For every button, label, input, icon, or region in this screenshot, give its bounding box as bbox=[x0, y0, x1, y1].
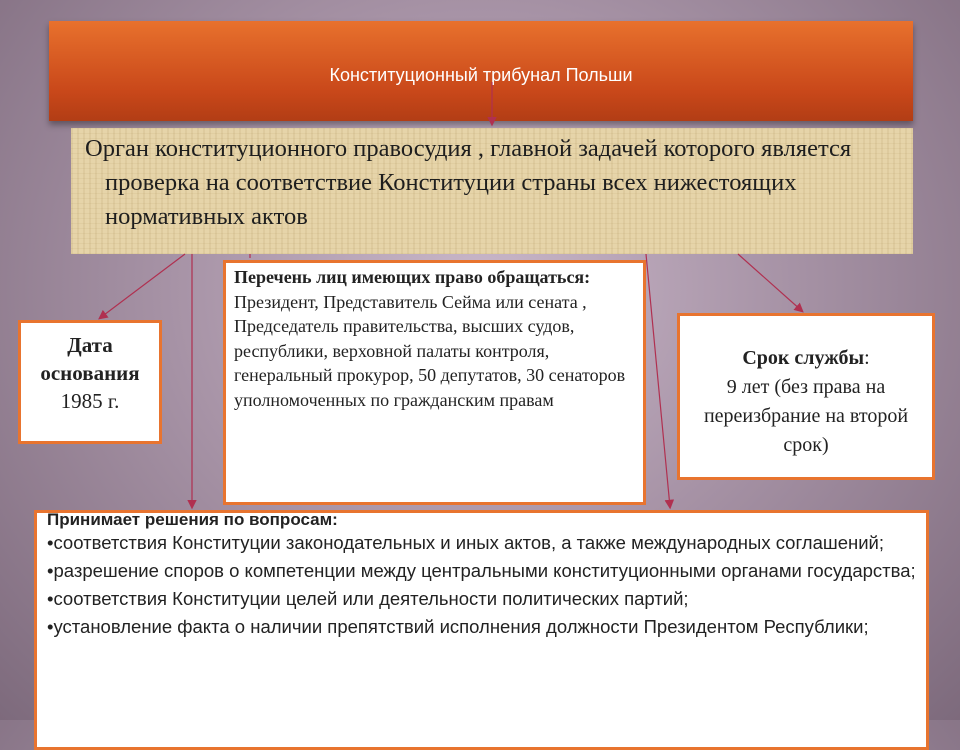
founding-date-value: 1985 г. bbox=[60, 389, 120, 413]
arrow-to-decisions-right bbox=[646, 254, 670, 507]
decisions-box bbox=[34, 510, 929, 750]
founding-date-label: Дата основания bbox=[40, 333, 140, 385]
founding-date-box bbox=[18, 320, 162, 444]
page-title: Конституционный трибунал Польши bbox=[329, 64, 633, 85]
term-box bbox=[677, 313, 935, 480]
term-label: Срок службы bbox=[742, 347, 865, 369]
arrow-to-founding-date bbox=[100, 254, 185, 318]
eligible-persons-header: Перечень лиц имеющих право обращаться: bbox=[234, 267, 591, 287]
eligible-persons-text: Президент, Представитель Сейма или сената , Председатель правительства, высших судов, республики, верховной палаты контроля, генеральный прокурор, 50 депутатов, 30 сенаторов уполномоченных по гражданским правам bbox=[234, 291, 626, 410]
eligible-persons-box bbox=[223, 260, 646, 505]
arrow-to-term bbox=[738, 254, 802, 311]
term-colon: : bbox=[864, 347, 870, 369]
title-bar bbox=[49, 21, 913, 121]
definition-box bbox=[71, 128, 913, 254]
decisions-header: Принимает решения по вопросам: bbox=[47, 510, 338, 529]
decision-item: •соответствия Конституции целей или деятельности политических партий; bbox=[47, 588, 689, 609]
definition-text: Орган конституционного правосудия , главной задачей которого является проверка на соответствие Конституции страны всех нижестоящих нормативных актов bbox=[85, 135, 852, 230]
decision-item: •соответствия Конституции законодательных и иных актов, а также международных соглашений; bbox=[47, 532, 885, 553]
decision-item: •установление факта о наличии препятствий исполнения должности Президентом Республики; bbox=[47, 616, 869, 637]
decision-item: •разрешение споров о компетенции между центральными конституционными органами государства; bbox=[47, 560, 916, 581]
term-value: 9 лет (без права на переизбрание на второй срок) bbox=[703, 376, 909, 456]
